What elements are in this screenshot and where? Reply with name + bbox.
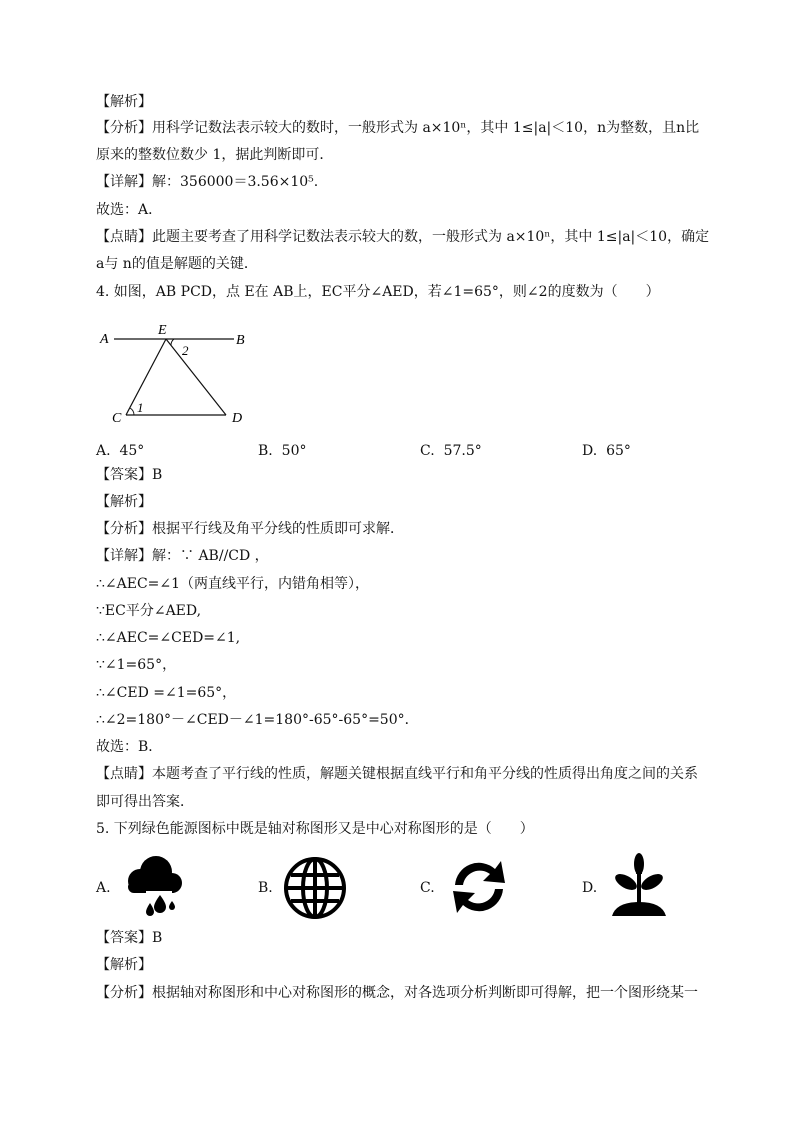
label-d: D [232,411,243,426]
text-line-13: ∴∠AEC=∠1（两直线平行，内错角相等）， [96,576,370,592]
text-line-21: 即可得出答案． [96,794,194,810]
label-2: 2 [182,343,189,358]
text-line-5: 故选：A． [96,202,163,218]
text-line-3: 原来的整数位数少 1，据此判断即可． [96,147,334,163]
text-line-20: 【点睛】本题考查了平行线的性质，解题关键根据直线平行和角平分线的性质得出角度之间的关系 [96,766,698,782]
question-4-stem: 4. 如图，AB PCD，点 E在 AB上，EC平分∠AED，若∠1=65°，则∠2的度数为（ ） [96,284,660,300]
text-line-19: 故选：B． [96,739,163,755]
text-line-12: 【详解】解：∵ AB//CD ， [96,548,269,564]
text-line-10: 【解析】 [96,494,152,510]
angle-1-arc [130,408,134,415]
text-line-4: 【详解】解：356000＝3.56×10⁵. [96,174,319,190]
text-line-6: 【点睛】此题主要考查了用科学记数法表示较大的数，一般形式为 a×10ⁿ，其中 1≤|a|＜10，确定 [96,229,710,245]
q4-option-d: D. 65° [582,443,631,459]
label-1: 1 [137,400,144,415]
text-line-17: ∴∠CED =∠1=65°， [96,685,237,701]
text-line-11: 【分析】根据平行线及角平分线的性质即可求解． [96,521,404,537]
q5-option-b-label: B. [258,880,273,896]
sprout-icon [608,852,670,920]
label-a: A [100,332,109,347]
question-5-stem: 5. 下列绿色能源图标中既是轴对称图形又是中心对称图形的是（ ） [96,821,534,837]
text-line-9: 【答案】B [96,467,163,483]
segment-ec [126,339,166,415]
text-line-25: 【分析】根据轴对称图形和中心对称图形的概念，对各选项分析判断即可得解，把一个图形绕某一 [96,985,698,1001]
segment-ed [166,339,226,415]
label-b: B [236,333,245,348]
q4-option-c: C. 57.5° [420,443,482,459]
q4-geometry-figure [96,318,266,428]
text-line-23: 【答案】B [96,930,163,946]
text-line-14: ∵EC平分∠AED, [96,603,202,619]
q5-option-c-label: C. [420,880,435,896]
recycle-arrows-icon [443,855,515,919]
angle-2-arc [171,339,174,345]
q5-option-d-label: D. [582,880,598,896]
q4-option-a: A. 45° [96,443,145,459]
label-e: E [158,323,167,338]
text-line-2: 【分析】用科学记数法表示较大的数时，一般形式为 a×10ⁿ，其中 1≤|a|＜10，n为整数，且n比 [96,120,700,136]
text-line-15: ∴∠AEC=∠CED=∠1, [96,630,241,646]
cloud-rain-icon [120,855,186,917]
label-c: C [112,411,122,426]
text-line-16: ∵∠1=65°， [96,657,177,673]
globe-icon [282,855,348,921]
text-line-1: 【解析】 [96,94,152,110]
q4-option-b: B. 50° [258,443,307,459]
text-line-7: a与 n的值是解题的关键． [96,256,258,272]
text-line-18: ∴∠2=180°－∠CED－∠1=180°-65°-65°=50°． [96,712,419,728]
q5-option-a-label: A. [96,880,111,896]
text-line-24: 【解析】 [96,957,152,973]
